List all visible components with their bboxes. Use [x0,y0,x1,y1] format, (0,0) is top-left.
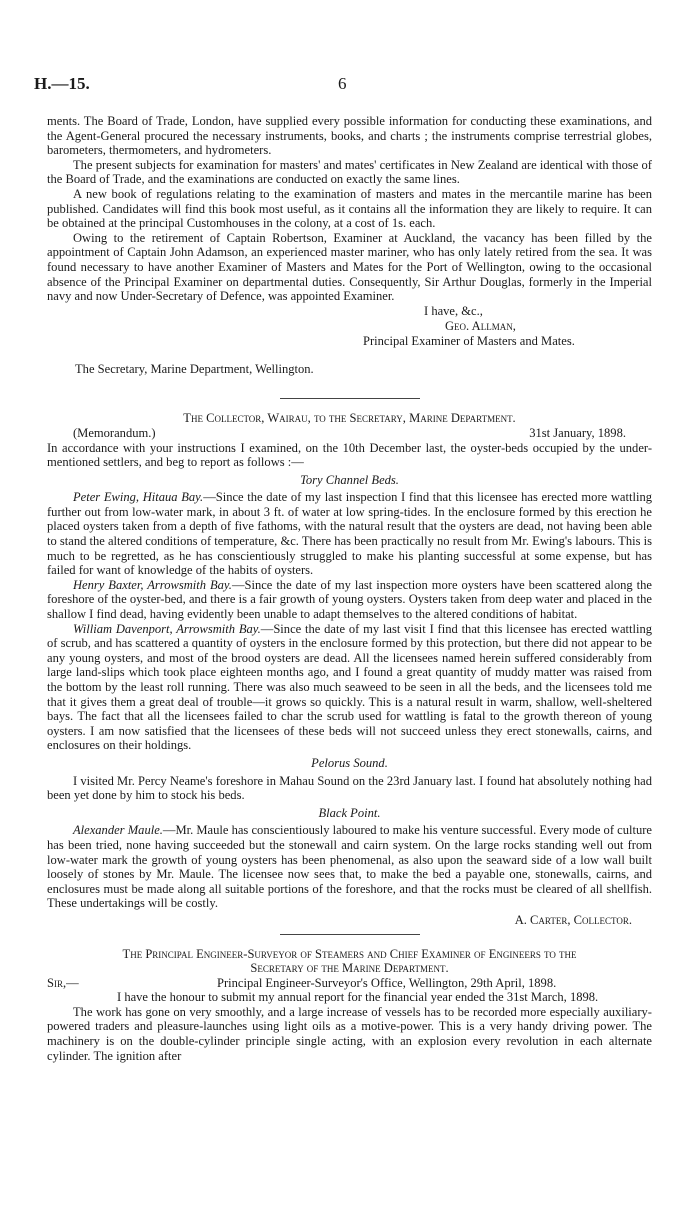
licensee-name: Peter Ewing, Hitaua Bay. [73,490,204,505]
document-page [34,0,653,1063]
intro-paragraph: In accordance with your instructions I examined, on the 10th December last, the oyster-beds occupied by the under-mentioned settlers, and beg to report as follows :— [47,440,652,470]
paragraph: ments. The Board of Trade, London, have supplied every possible information for conducting these examinations, and the Agent-General procured the necessary instruments, books, and charts ; the instruments comprise terrestrial globes, barometers, thermometers, and hydrometers. [47,114,652,158]
page-header [34,74,652,114]
paragraph-text: —Since the date of my last inspection more oysters have been scattered along the foreshore of the oyster-bed, and there is a fair growth of young oysters. Oysters taken from deep water and placed in the shallow I find dead, having evidently been unable to adapt themselves to the altered conditions of habitat. [47,577,652,622]
subheading: Black Point. [318,805,381,820]
closing: I have, &c., [424,303,483,318]
signature-name: Geo. Allman, [445,318,516,333]
section-heading: Secretary of the Marine Department. [250,961,449,976]
paragraph-text: —Mr. Maule has conscientiously laboured to make his venture successful. Every mode of culture has been tried, none having succeeded but the stonewall and cairn system. On the large rocks standing well out from low-water mark the growth of young oysters has been phenomenal, as also upon the seaward side of a low wall built loosely of stones by Mr. Maule. The licensee now sees that, to make the bed a payable one, stonewalls, cairns, and enclosures must be made along all suitable portions of the foreshore, and that the rocks must be cleared of all shellfish. These undertakings will be costly. [47,823,652,911]
section-heading: The Principal Engineer-Surveyor of Steamers and Chief Examiner of Engineers to the [122,946,577,961]
paragraph [47,490,652,578]
licensee-name: Henry Baxter, Arrowsmith Bay. [73,577,232,592]
salutation: Sir,— [47,975,79,990]
subheading: Tory Channel Beds. [300,472,399,487]
paragraph [47,823,652,911]
paragraph: A new book of regulations relating to the examination of masters and mates in the mercantile marine has been published. Candidates will find this book most useful, as it contains all the information they are likely to require. It can be obtained at the principal Customhouses in the colony, at a cost of 1s. each. [47,186,652,231]
memo-date: 31st January, 1898. [529,425,626,440]
paragraph [47,622,652,753]
page-number: 6 [338,74,347,93]
subheading: Pelorus Sound. [311,755,388,770]
section-heading: The Collector, Wairau, to the Secretary, Marine Department. [183,411,516,426]
licensee-name: William Davenport, Arrowsmith Bay. [73,621,261,636]
collector-signature: A. Carter, Collector. [514,912,632,927]
paragraph [47,578,652,622]
salutation-line [47,976,652,991]
paragraph: The present subjects for examination for masters' and mates' certificates in New Zealand are identical with those of the Board of Trade, and the examinations are conducted on exactly the same lines. [47,157,652,187]
licensee-name: Alexander Maule. [73,823,163,838]
paragraph: I have the honour to submit my annual report for the financial year ended the 31st March, 1898. [117,990,599,1005]
paragraph-text: —Since the date of my last inspection I find that this licensee has erected more wattling further out from low-water mark, in about 3 ft. of water at low spring-tides. In the enclosure formed by this erection he placed oysters taken from a depth of five fathoms, with the natural result that the oysters are dead, not having been able to stand the altered conditions of temperature, &c. There has been practically no result from Mr. Ewing's labours. This is much to be regretted, as he has conscientiously struggled to make his planting successful at some expense, but has failed for want of knowledge of the habits of oysters. [47,490,652,578]
memo-label: (Memorandum.) [73,425,156,440]
paragraph: I visited Mr. Percy Neame's foreshore in Mahau Sound on the 23rd January last. I found hat absolutely nothing had been yet done by him to stock his beds. [47,773,652,803]
paragraph-text: —Since the date of my last visit I find that this licensee has erected wattling of scrub, and has scattered a quantity of oysters in the enclosure formed by this protection, but there did not appear to be any young oysters, and most of the brood oysters are dead. All the licensees named herein suffered considerably from large land-slips which took place eighteen months ago, and I found a great quantity of muddy matter was raised from the bottom by the least roll running. There was also much seaweed to be seen in all the beds, and the licensees told me that it gives them a great deal of trouble—it grows so quickly. This is a natural result in warm, shallow, well-sheltered bays. The fact that all the licensees failed to char the scrub used for wattling is fatal to the growth thereon of young oysters. I am now satisfied that the licensees of these beds will not succeed unless they erect stonewalls, cairns, and enclosures on their holdings. [47,621,653,753]
paragraph: Owing to the retirement of Captain Robertson, Examiner at Auckland, the vacancy has been filled by the appointment of Captain John Adamson, an experienced master mariner, who has only lately retired from the sea. It was found necessary to have another Examiner of Masters and Mates for the Port of Wellington, owing to the occasional absence of the Principal Examiner on departmental duties. Consequently, Sir Arthur Douglas, formerly in the Imperial navy and now Under-Secretary of Defence, was appointed Examiner. [47,230,652,304]
memo-line [47,426,652,441]
paragraph: The work has gone on very smoothly, and a large increase of vessels has to be recorded more especially auxiliary-powered traders and pleasure-launches using light oils as a motive-power. This is a very handy driving power. The machinery is on the double-cylinder principle single acting, with an explosion every revolution in each alternate cylinder. The ignition after [47,1004,652,1063]
office-line: Principal Engineer-Surveyor's Office, Wellington, 29th April, 1898. [217,975,557,990]
page-reference: H.—15. [34,74,90,93]
addressee: The Secretary, Marine Department, Wellington. [75,361,314,376]
signature-title: Principal Examiner of Masters and Mates. [363,333,575,348]
signature-block [47,304,652,362]
